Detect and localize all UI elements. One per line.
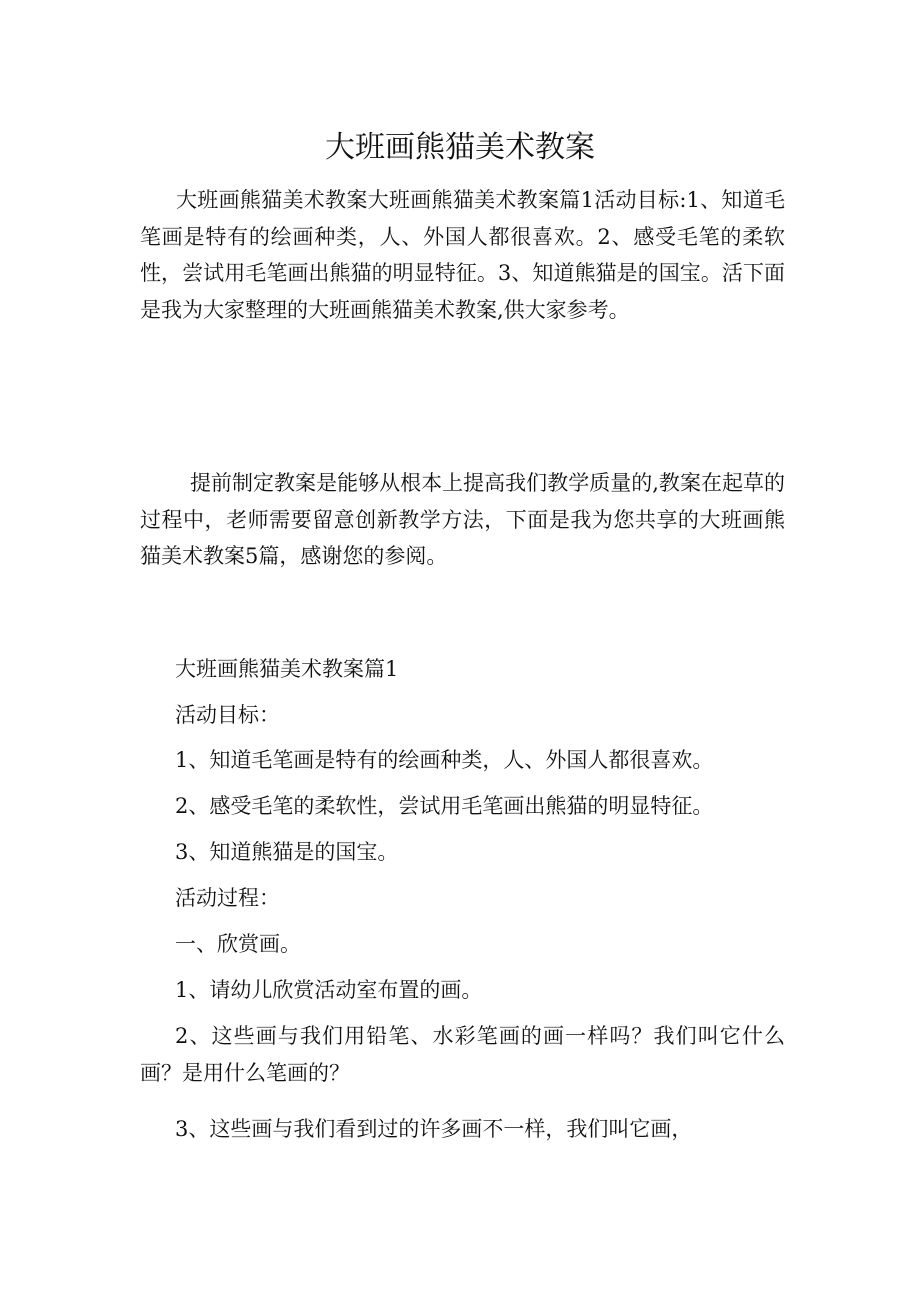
step-item-3: 3、这些画与我们看到过的许多画不一样，我们叫它画，	[175, 1117, 693, 1141]
process-label: 活动过程：	[175, 886, 280, 910]
step-heading: 一、欣赏画。	[175, 932, 301, 956]
goals-label: 活动目标：	[175, 703, 280, 727]
intro-paragraph: 大班画熊猫美术教案大班画熊猫美术教案篇1活动目标:1、知道毛笔画是特有的绘画种类，人、外国人都很喜欢。2、感受毛笔的柔软性，尝试用毛笔画出熊猫的明显特征。3、知道熊猫是的国宝。活下面是我为大家整理的大班画熊猫美术教案,供大家参考。	[140, 188, 785, 322]
step-item-1: 1、请幼儿欣赏活动室布置的画。	[175, 978, 483, 1002]
section-heading: 大班画熊猫美术教案篇1	[175, 657, 399, 681]
step-item-2: 2、这些画与我们用铅笔、水彩笔画的画一样吗？我们叫它什么画？是用什么笔画的？	[140, 1024, 785, 1085]
preface-paragraph: 提前制定教案是能够从根本上提高我们教学质量的,教案在起草的过程中，老师需要留意创新教学方法，下面是我为您共享的大班画熊猫美术教案5篇，感谢您的参阅。	[140, 471, 785, 568]
goal-item-1: 1、知道毛笔画是特有的绘画种类，人、外国人都很喜欢。	[175, 748, 714, 772]
document-title: 大班画熊猫美术教案	[325, 130, 595, 165]
goal-item-2: 2、感受毛笔的柔软性，尝试用毛笔画出熊猫的明显特征。	[175, 794, 714, 818]
goal-item-3: 3、知道熊猫是的国宝。	[175, 840, 399, 864]
